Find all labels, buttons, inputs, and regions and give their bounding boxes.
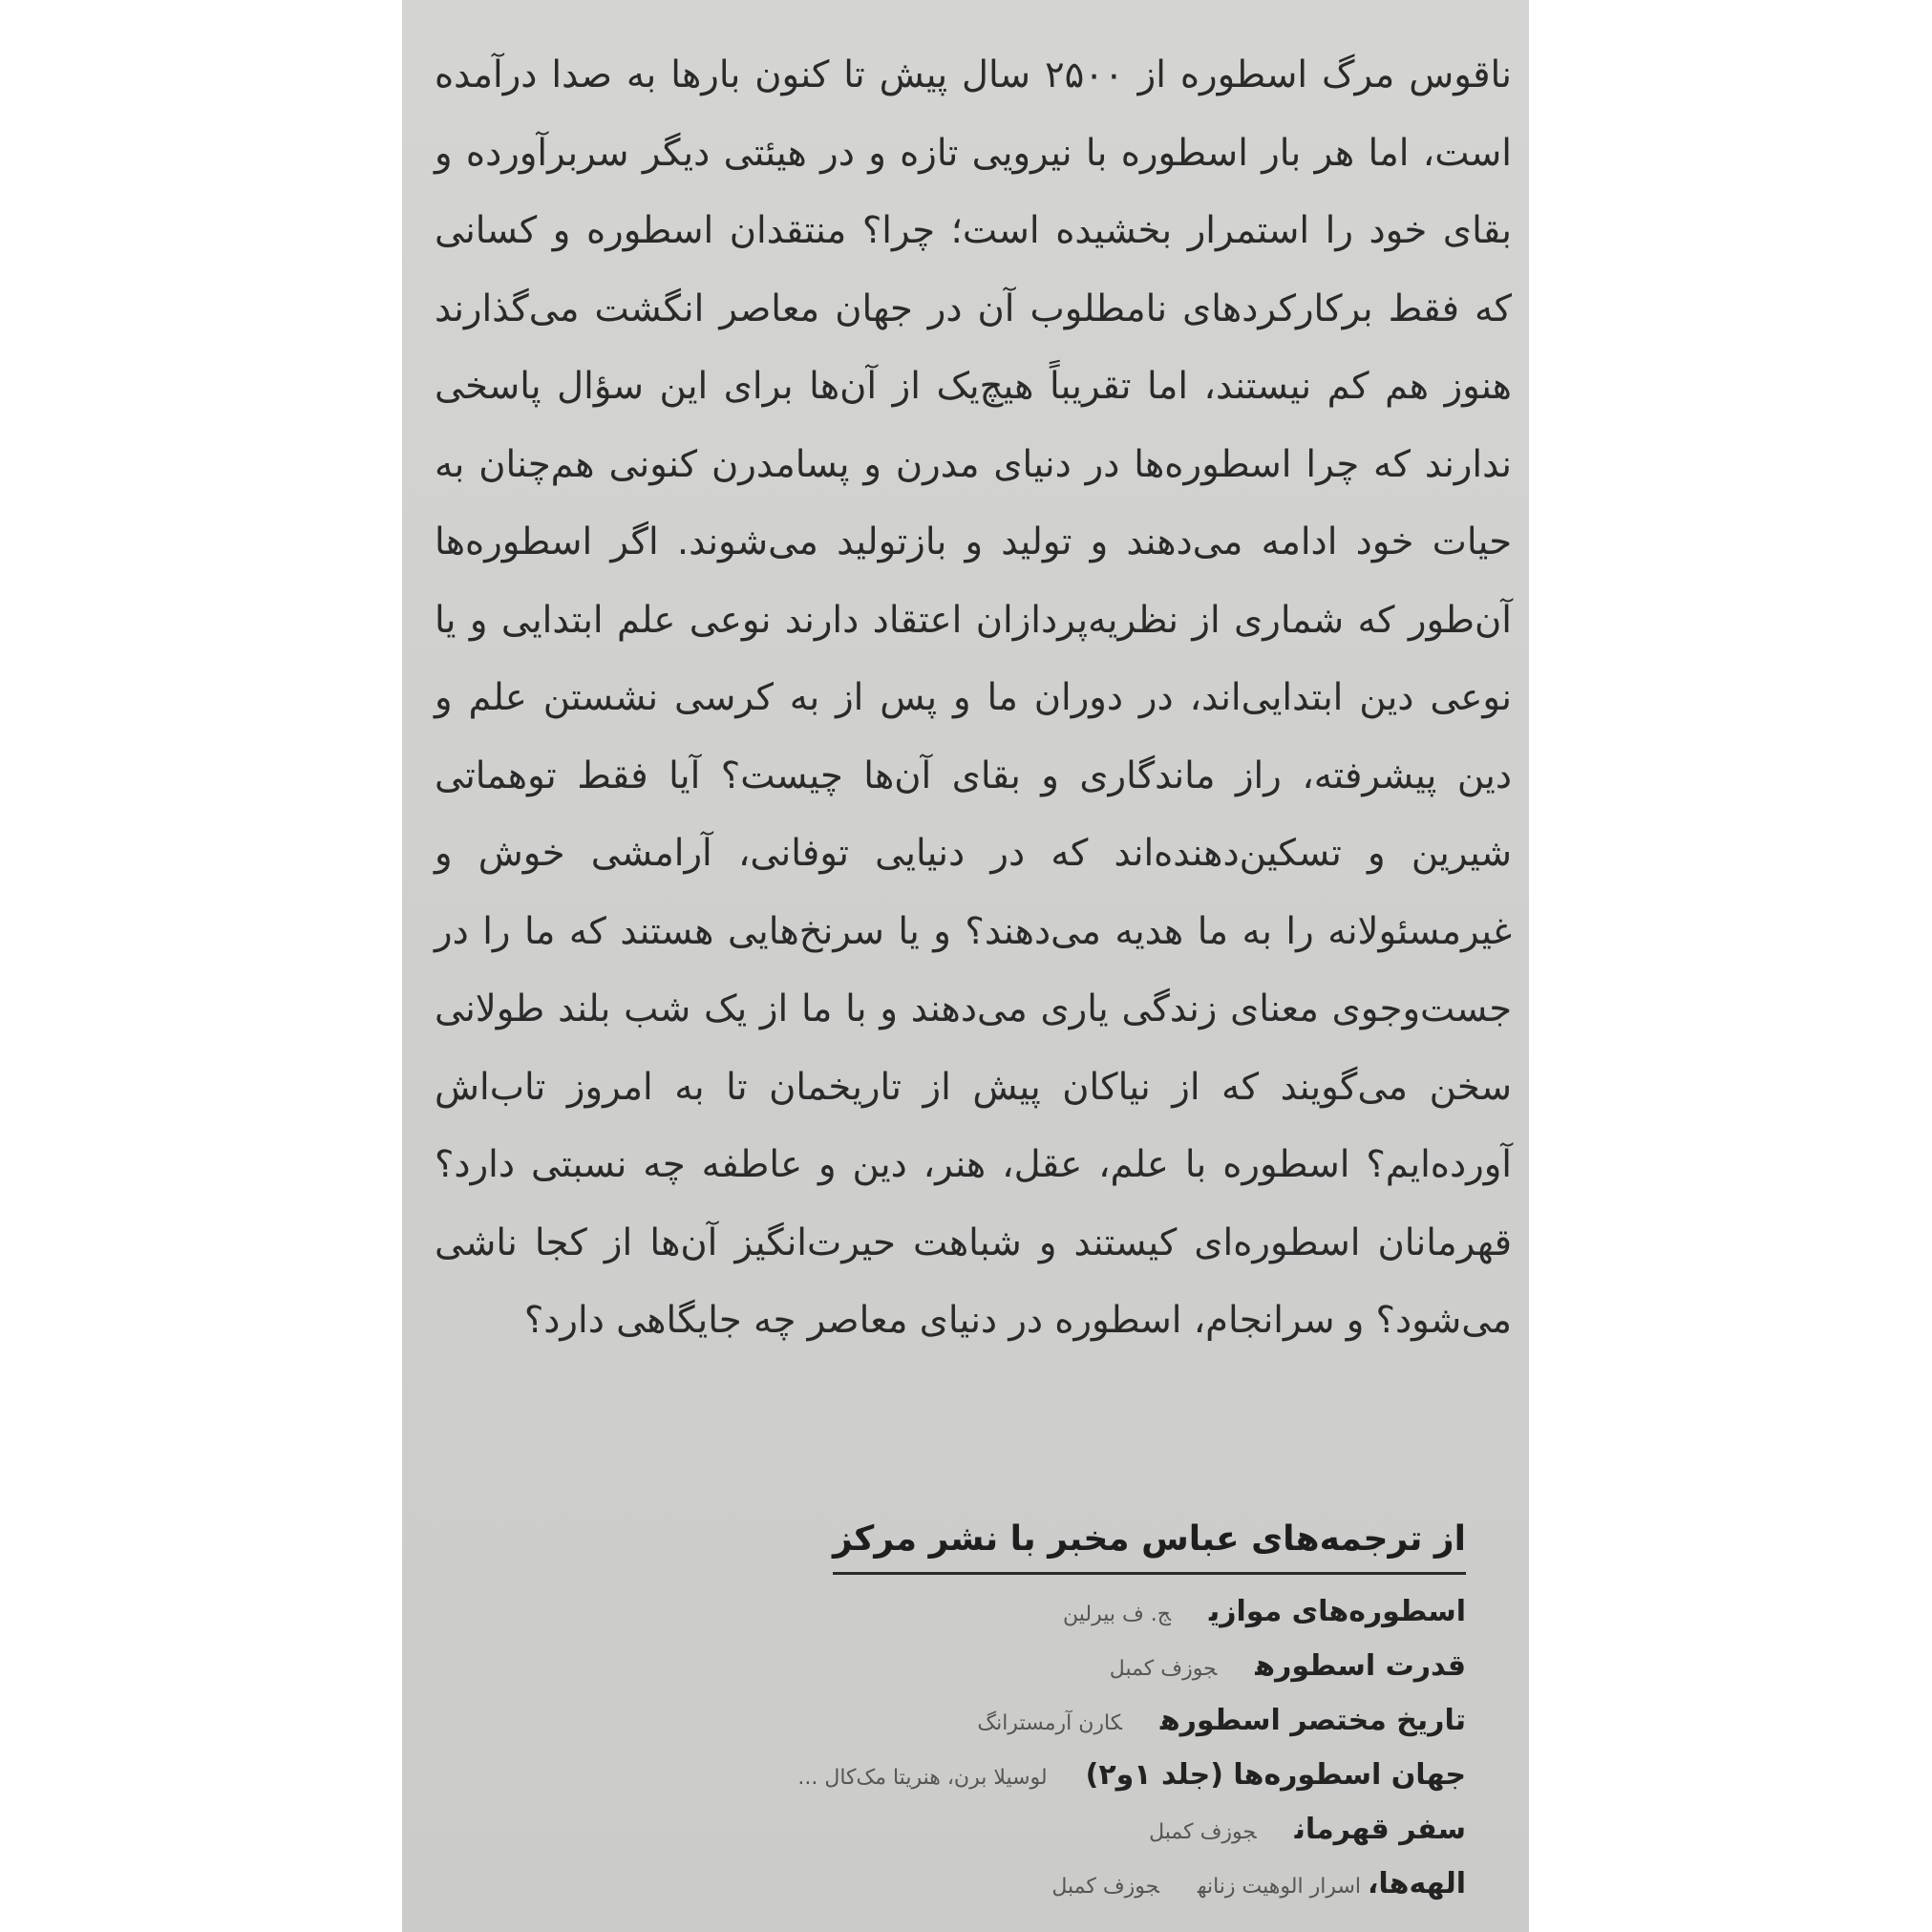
blurb-text: ناقوس مرگ اسطوره از ۲۵۰۰ سال پیش تا کنون بارها به صدا درآمده است، اما هر بار اسطوره با نیرویی تازه و در هیئتی دیگر سربرآورده و بقای خود را استمرار بخشیده است؛ چرا؟ منتقدان اسطوره و کسانی که فقط برکارکردهای نامطلوب آن در جهان معاصر انگشت می‌گذارند هنوز هم کم نیستند، اما تقریباً هیچ‌یک از آن‌ها برای این سؤال پاسخی ندارند که چرا اسطوره‌ها در دنیای مدرن و پسامدرن کنونی هم‌چنان به حیات خود ادامه می‌دهند و تولید و بازتولید می‌شوند. اگر اسطوره‌ها آن‌طور که شماری از نظریه‌پردازان اعتقاد دارند نوعی علم ابتدایی و یا نوعی دین ابتدایی‌اند، در دوران ما و پس از به کرسی نشستن علم و دین پیشرفته، راز ماندگاری و بقای آن‌ها چیست؟ آیا فقط توهماتی شیرین و تسکین‌دهنده‌اند که در دنیایی توفانی، آرامشی خوش و غیرمسئولانه را به ما هدیه می‌دهند؟ و یا سرنخ‌هایی هستند که ما را در جست‌وجوی معنای زندگی یاری می‌دهند و با ما از یک شب بلند طولانی سخن می‌گویند که از نیاکان پیش از تاریخمان تا به امروز تاب‌اش آورده‌ایم؟ اسطوره با علم، عقل، هنر، دین و عاطفه چه نسبتی دارد؟ قهرمانان اسطوره‌ای کیستند و شباهت حیرت‌انگیز آن‌ها از کجا ناشی می‌شود؟ و سرانجام، اسطوره در دنیای معاصر چه جایگاهی دارد؟ [435,53,1512,1342]
book-author: جوزف کمبل [1149,1820,1257,1844]
book-title: سفر قهرمان [1294,1813,1466,1846]
book-title: تاریخ مختصر اسطوره [1159,1704,1466,1737]
book-list [726,1584,1466,1911]
translations-section [726,1511,1466,1911]
book-item [726,1693,1466,1748]
book-author: جوزف کمبل [1109,1657,1218,1681]
book-author: کارن آرمسترانگ [977,1711,1122,1735]
book-title: اسطوره‌های موازی [1208,1595,1466,1628]
book-title: الهه‌ها، [1367,1867,1466,1900]
book-item [726,1802,1466,1857]
book-item [726,1857,1466,1911]
book-subtitle: اسرار الوهیت زنانه [1197,1875,1368,1899]
book-author: جوزف کمبل [1051,1875,1159,1899]
book-author: ج. ف بیرلین [1063,1603,1171,1626]
book-title: قدرت اسطوره [1255,1649,1466,1683]
book-title: جهان اسطوره‌ها (جلد ۱و۲) [1085,1758,1466,1792]
book-item [726,1639,1466,1693]
translations-heading: از ترجمه‌های عباس مخبر با نشر مرکز [833,1511,1466,1575]
book-item [726,1748,1466,1802]
book-author: لوسیلا برن، هنریتا مک‌کال ... [797,1766,1048,1790]
book-item [726,1584,1466,1639]
